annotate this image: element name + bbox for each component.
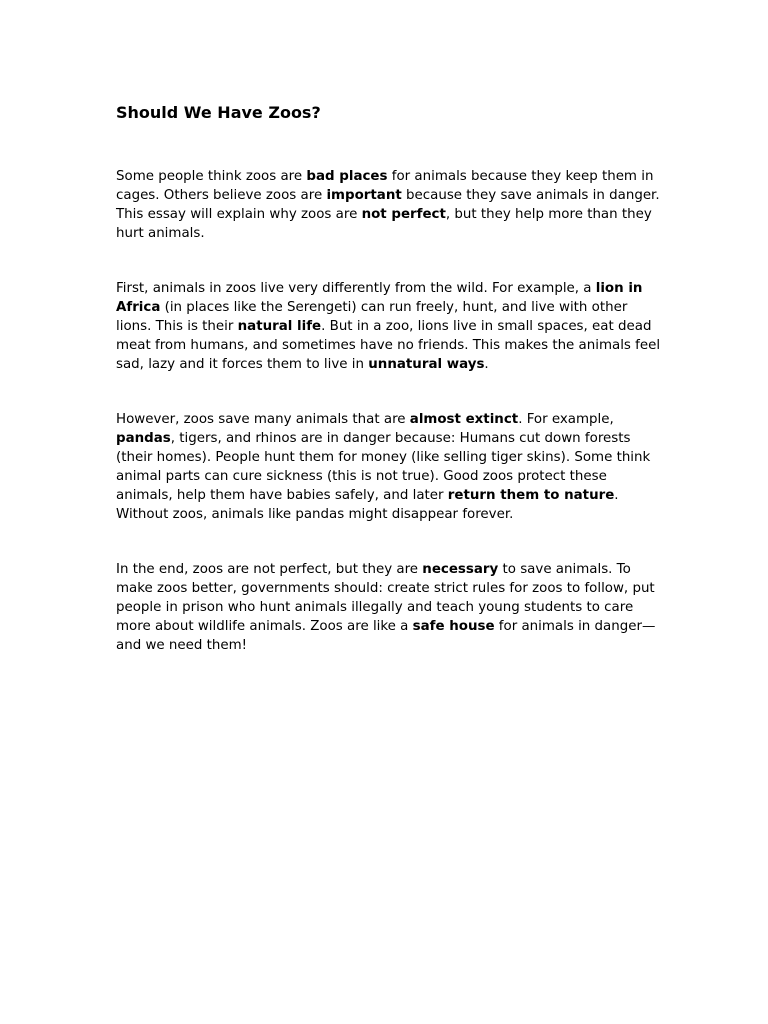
paragraph-wild-life (116, 280, 661, 375)
bold-text-run: safe house (412, 618, 495, 634)
text-run: In the end, zoos are not perfect, but they are (116, 562, 423, 577)
paragraph-intro (116, 168, 661, 244)
text-run: Some people think zoos are (116, 169, 307, 184)
text-run: . Without zoos, animals like pandas might disappear forever. (116, 487, 619, 522)
document-title: Should We Have Zoos? (116, 103, 321, 122)
bold-text-run: necessary (422, 562, 499, 577)
text-run: (in places like the Serengeti) can run freely, hunt, and live with other lions. This is their (116, 299, 628, 334)
text-run: , but they help more than they hurt animals. (116, 206, 652, 241)
text-run: because they save animals in danger. This essay will explain why zoos are (116, 187, 660, 222)
bold-text-run: bad places (306, 169, 388, 184)
bold-text-run: unnatural ways (368, 356, 485, 372)
bold-text-run: natural life (237, 318, 322, 334)
paragraph-conclusion (116, 561, 661, 656)
text-run: for animals in danger—and we need them! (116, 618, 656, 653)
text-run: First, animals in zoos live very differently from the wild. For example, a (116, 281, 596, 296)
text-run: However, zoos save many animals that are (116, 412, 410, 427)
text-run: . (484, 356, 489, 372)
text-run: . For example, (518, 412, 614, 427)
text-run: to save animals. To make zoos better, governments should: create strict rules for zoos to follow, put people in prison who hunt animals illegally and teach young students to care more about wildlife animals. Zoos are like a (116, 562, 655, 634)
paragraph-conservation (116, 411, 661, 524)
bold-text-run: lion in Africa (116, 281, 643, 315)
text-run: for animals because they keep them in cages. Others believe zoos are (116, 169, 654, 203)
bold-text-run: pandas (116, 430, 171, 446)
bold-text-run: important (326, 187, 402, 203)
text-run: . But in a zoo, lions live in small spaces, eat dead meat from humans, and sometimes have no friends. This makes the animals feel sad, lazy and it forces them to live in (116, 318, 661, 372)
text-run: , tigers, and rhinos are in danger because: Humans cut down forests (their homes). People hunt them for money (like selling tiger skins). Some think animal parts can cure sickness (this is not true). Good zoos protect these animals, help them have babies safely, and later (116, 430, 651, 503)
bold-text-run: almost extinct (409, 412, 519, 427)
bold-text-run: return them to nature (447, 487, 615, 503)
bold-text-run: not perfect (361, 206, 446, 222)
